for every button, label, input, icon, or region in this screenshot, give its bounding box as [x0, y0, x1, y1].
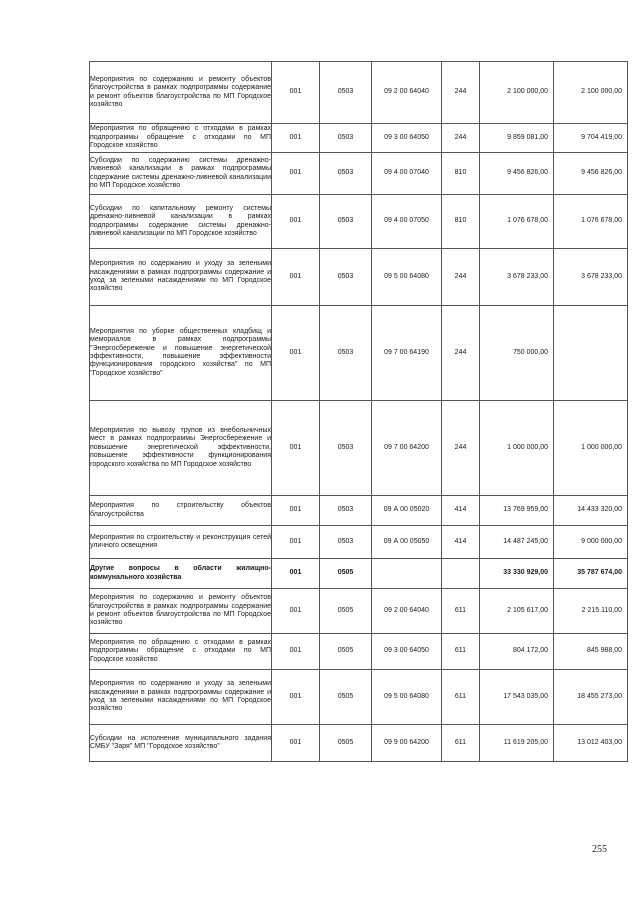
- cell-expense-type: 611: [442, 670, 480, 725]
- table-row: [90, 526, 628, 559]
- cell-amount-1: 1 000 000,00: [480, 401, 554, 496]
- table-row: [90, 725, 628, 762]
- cell-amount-1: 33 330 929,00: [480, 559, 554, 589]
- cell-section-code: 0503: [320, 496, 372, 526]
- cell-name: Мероприятия по строительству объектов благоустройства: [90, 496, 272, 526]
- cell-amount-2: 2 215 110,00: [554, 589, 628, 634]
- cell-expense-type: 244: [442, 249, 480, 306]
- cell-section-code: 0503: [320, 153, 372, 195]
- cell-name: Мероприятия по обращению с отходами в рамках подпрограммы обращение с отходами по МП Городское хозяйство: [90, 634, 272, 670]
- cell-name: Мероприятия по вывозу трупов из внебольничных мест в рамках подпрограммы Энергосбережение и повышение энергетической эффективности, повышение эффективности функционирования городского хозяйства по МП Городское хозяйство: [90, 401, 272, 496]
- cell-amount-1: 9 456 826,00: [480, 153, 554, 195]
- cell-target-article: 09 3 00 64050: [372, 124, 442, 153]
- cell-amount-2: 14 433 320,00: [554, 496, 628, 526]
- cell-target-article: [372, 559, 442, 589]
- budget-table: [89, 61, 628, 762]
- cell-name: Мероприятия по содержанию и ремонту объектов благоустройства в рамках подпрограммы содержание и ремонт объектов благоустройства по МП Городское хозяйство: [90, 62, 272, 124]
- cell-expense-type: 810: [442, 195, 480, 249]
- cell-expense-type: 244: [442, 62, 480, 124]
- cell-admin-code: 001: [272, 589, 320, 634]
- cell-expense-type: 611: [442, 725, 480, 762]
- cell-name: Субсидии по капитальному ремонту системы дренажно-ливневой канализации в рамках подпрограммы содержание системы дренажно-ливневой канализации по МП Городское хозяйство: [90, 195, 272, 249]
- cell-amount-2: 3 678 233,00: [554, 249, 628, 306]
- cell-target-article: 09 7 00 64190: [372, 306, 442, 401]
- cell-expense-type: 244: [442, 124, 480, 153]
- cell-section-code: 0505: [320, 725, 372, 762]
- cell-admin-code: 001: [272, 725, 320, 762]
- cell-admin-code: 001: [272, 306, 320, 401]
- cell-target-article: 09 2 00 64040: [372, 62, 442, 124]
- cell-expense-type: [442, 559, 480, 589]
- cell-amount-2: [554, 306, 628, 401]
- cell-target-article: 09 7 00 64200: [372, 401, 442, 496]
- cell-name: Мероприятия по строительству и реконструкция сетей уличного освещения: [90, 526, 272, 559]
- cell-amount-1: 14 487 245,00: [480, 526, 554, 559]
- cell-admin-code: 001: [272, 559, 320, 589]
- cell-amount-1: 1 076 678,00: [480, 195, 554, 249]
- cell-target-article: 09 А 00 05050: [372, 526, 442, 559]
- cell-amount-1: 13 769 959,00: [480, 496, 554, 526]
- cell-admin-code: 001: [272, 496, 320, 526]
- cell-amount-2: 1 000 000,00: [554, 401, 628, 496]
- cell-section-code: 0503: [320, 526, 372, 559]
- cell-amount-2: 845 988,00: [554, 634, 628, 670]
- cell-admin-code: 001: [272, 62, 320, 124]
- cell-amount-2: 13 012 403,00: [554, 725, 628, 762]
- table-row: [90, 589, 628, 634]
- table-row: [90, 634, 628, 670]
- cell-section-code: 0503: [320, 306, 372, 401]
- cell-amount-2: 35 787 674,00: [554, 559, 628, 589]
- cell-admin-code: 001: [272, 634, 320, 670]
- cell-expense-type: 611: [442, 589, 480, 634]
- cell-amount-1: 3 678 233,00: [480, 249, 554, 306]
- cell-target-article: 09 4 00 07040: [372, 153, 442, 195]
- cell-expense-type: 611: [442, 634, 480, 670]
- cell-amount-1: 804 172,00: [480, 634, 554, 670]
- cell-name: Субсидии по содержанию системы дренажно-ливневой канализации в рамках подпрограммы содержание системы дренажно-ливневой канализации по МП Городское хозяйство: [90, 153, 272, 195]
- cell-amount-1: 9 859 081,00: [480, 124, 554, 153]
- cell-section-code: 0503: [320, 249, 372, 306]
- cell-name: Мероприятия по обращению с отходами в рамках подпрограммы обращение с отходами по МП Городское хозяйство: [90, 124, 272, 153]
- cell-target-article: 09 А 00 05020: [372, 496, 442, 526]
- cell-amount-1: 2 105 617,00: [480, 589, 554, 634]
- cell-amount-2: 18 455 273,00: [554, 670, 628, 725]
- cell-name: Мероприятия по содержанию и ремонту объектов благоустройства в рамках подпрограммы содержание и ремонт объектов благоустройства по МП Городское хозяйство: [90, 589, 272, 634]
- cell-name: Мероприятия по уборке общественных кладбищ и мемориалов в рамках подпрограммы "Энергосбережение и повышение энергетической эффективности, повышение эффективности функционирования городского хозяйства" по МП "Городское хозяйство": [90, 306, 272, 401]
- cell-expense-type: 414: [442, 496, 480, 526]
- cell-section-code: 0505: [320, 589, 372, 634]
- cell-amount-2: 9 000 000,00: [554, 526, 628, 559]
- cell-section-code: 0503: [320, 124, 372, 153]
- cell-expense-type: 414: [442, 526, 480, 559]
- cell-target-article: 09 2 00 64040: [372, 589, 442, 634]
- cell-section-code: 0503: [320, 401, 372, 496]
- cell-name: Мероприятия по содержанию и уходу за зелеными насаждениями в рамках подпрограммы содержание и уход за зелеными насаждениями по МП Городское хозяйство: [90, 249, 272, 306]
- cell-admin-code: 001: [272, 195, 320, 249]
- cell-amount-2: 9 456 826,00: [554, 153, 628, 195]
- cell-expense-type: 244: [442, 306, 480, 401]
- cell-name: Субсидии на исполнение муниципального задания СМБУ "Заря" МП "Городское хозяйство": [90, 725, 272, 762]
- table-row: [90, 62, 628, 124]
- cell-admin-code: 001: [272, 670, 320, 725]
- table-row: [90, 559, 628, 589]
- cell-amount-2: 1 076 678,00: [554, 195, 628, 249]
- cell-admin-code: 001: [272, 249, 320, 306]
- cell-target-article: 09 5 00 64080: [372, 670, 442, 725]
- page-number: 255: [592, 844, 607, 855]
- cell-amount-2: 9 704 419,00: [554, 124, 628, 153]
- cell-target-article: 09 4 00 07050: [372, 195, 442, 249]
- cell-amount-1: 11 619 205,00: [480, 725, 554, 762]
- table-row: [90, 249, 628, 306]
- cell-amount-1: 750 000,00: [480, 306, 554, 401]
- cell-target-article: 09 9 00 64200: [372, 725, 442, 762]
- cell-name: Другие вопросы в области жилищно-коммунального хозяйства: [90, 559, 272, 589]
- cell-admin-code: 001: [272, 124, 320, 153]
- cell-admin-code: 001: [272, 401, 320, 496]
- table-row: [90, 496, 628, 526]
- cell-expense-type: 244: [442, 401, 480, 496]
- table-row: [90, 401, 628, 496]
- table-row: [90, 670, 628, 725]
- cell-name: Мероприятия по содержанию и уходу за зелеными насаждениями в рамках подпрограммы содержание и уход за зелеными насаждениями по МП Городское хозяйство: [90, 670, 272, 725]
- cell-section-code: 0505: [320, 559, 372, 589]
- cell-target-article: 09 3 00 64050: [372, 634, 442, 670]
- cell-amount-1: 17 543 035,00: [480, 670, 554, 725]
- cell-section-code: 0503: [320, 62, 372, 124]
- table-row: [90, 153, 628, 195]
- cell-section-code: 0503: [320, 195, 372, 249]
- cell-admin-code: 001: [272, 153, 320, 195]
- table-row: [90, 306, 628, 401]
- table-row: [90, 124, 628, 153]
- cell-amount-2: 2 100 000,00: [554, 62, 628, 124]
- cell-target-article: 09 5 00 64080: [372, 249, 442, 306]
- table-row: [90, 195, 628, 249]
- cell-amount-1: 2 100 000,00: [480, 62, 554, 124]
- cell-admin-code: 001: [272, 526, 320, 559]
- cell-section-code: 0505: [320, 634, 372, 670]
- cell-expense-type: 810: [442, 153, 480, 195]
- cell-section-code: 0505: [320, 670, 372, 725]
